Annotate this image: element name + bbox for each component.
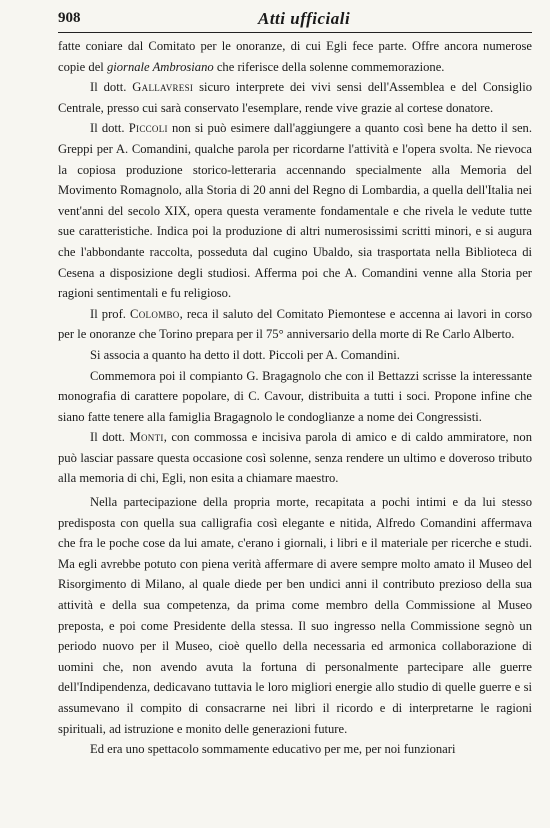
paragraph-p1 (58, 36, 532, 77)
paragraph-text-segment: non si può esimere dall'aggiungere a quanto così bene ha detto il sen. Greppi per A. Comandini, qualche parola per ricordarne l'attività e l'opera svolta. Ne rievoca la copiosa produzione storico-letteraria accennando specialmente alla Memoria del Movimento Romagnolo, alla Storia di 20 anni del Regno di Lombardia, a quella dell'Italia nei vent'anni del secolo XIX, opera questa veramente fondamentale e che rivela le vedute tutte sue caratteristiche. Indica poi la produzione di altri numerosissimi scritti minori, e si augura che l'abbondante raccolta, posseduta dal cugino Ubaldo, sia trasportata nella Biblioteca di Cesena a disposizione degli studiosi. Afferma poi che A. Comandini venne alla Storia per ragioni sentimentali e fu religioso. (58, 121, 533, 301)
paragraph-text-segment: , reca il saluto del Comitato Piemontese e accenna ai lavori in corso per le onoranze che Torino prepara per il 75° anniversario della morte di Re Carlo Alberto. (58, 306, 533, 342)
paragraph-text-segment: Commemora poi il compianto G. Bragagnolo che con il Bettazzi scrisse la interessante monografia di carattere popolare, di C. Cavour, distribuita a tutti i soci. Propone infine che siano fatte tenere alla famiglia Bragagnolo le condoglianze a nome dei Congressisti. (58, 368, 532, 424)
paragraph-p2 (58, 77, 532, 118)
paragraph-text-segment: Gallavresi (132, 80, 194, 95)
paragraph-p9 (58, 739, 532, 760)
paragraph-text-segment: Si associa a quanto ha detto il dott. Piccoli per A. Comandini. (90, 347, 400, 362)
running-title: Atti ufficiali (258, 9, 351, 28)
paragraph-text-segment: Ed era uno spettacolo sommamente educativo per me, per noi funzionari (90, 742, 456, 757)
paragraph-text-segment: fatte coniare dal Comitato per le onoranze, di cui Egli fece parte. Offre ancora numerose copie del (58, 39, 532, 74)
paragraph-text-segment: Colombo (130, 306, 180, 321)
paragraph-p4 (58, 304, 532, 345)
paragraph-p8 (58, 492, 532, 739)
paragraph-text-segment: Monti (129, 430, 164, 445)
paragraph-p7 (58, 427, 532, 489)
body-text (58, 36, 532, 760)
page-number: 908 (58, 10, 81, 26)
page-header (58, 8, 532, 33)
paragraph-text-segment: sicuro interprete dei vivi sensi dell'Assemblea e del Consiglio Centrale, presso cui sarà conservato l'esemplare, rende vive grazie al cortese donatore. (58, 80, 532, 115)
paragraph-text-segment: , con commossa e incisiva parola di amico e di caldo ammiratore, non può lasciar passare questa occasione così solenne, senza rendere un ultimo e doveroso tributo alla memoria di chi, Egli, non esita a chiamare maestro. (58, 430, 532, 486)
paragraph-text-segment: Il dott. (90, 121, 129, 136)
paragraph-p5 (58, 345, 532, 366)
paragraph-text-segment: che riferisce della solenne commemorazione. (213, 59, 445, 74)
paragraph-text-segment: giornale Ambrosiano (106, 59, 214, 74)
paragraph-text-segment: Nella partecipazione della propria morte, recapitata a pochi intimi e da lui stesso predisposta con quella sua calligrafia così elegante e nitida, Alfredo Comandini affermava che fra le poche cose da lui amate, c'erano i giornali, i libri e il materiale per ricerche e studi. Ma egli avrebbe potuto con piena verità affermare di avere sempre molto amato il Museo del Risorgimento di Milano, al quale diede per ben undici anni il contributo prezioso della sua attività e della sua competenza, da prima come membro della Commissione al Museo preposta, e poi come Presidente della stessa. Il suo ingresso nella Commissione segnò un periodo nuovo per il Museo, cioè quello della necessaria ed armonica collaborazione di uomini che, non avendo avuta la fortuna di personalmente partecipare alle guerre dell'Indipendenza, dedicavano tuttavia le loro migliori energie allo studio di quelle guerre e si assumevano il compito di consacrarne nei libri il ricordo e di interpretarne le ragioni spirituali, ad istruzione e monito delle generazioni future. (58, 495, 532, 736)
paragraph-text-segment: Il prof. (90, 306, 131, 321)
paragraph-text-segment: Il dott. (90, 80, 133, 95)
paragraph-text-segment: Il dott. (90, 430, 130, 445)
paragraph-text-segment: Piccoli (128, 121, 168, 136)
paragraph-p3 (58, 118, 532, 303)
paragraph-p6 (58, 366, 532, 428)
